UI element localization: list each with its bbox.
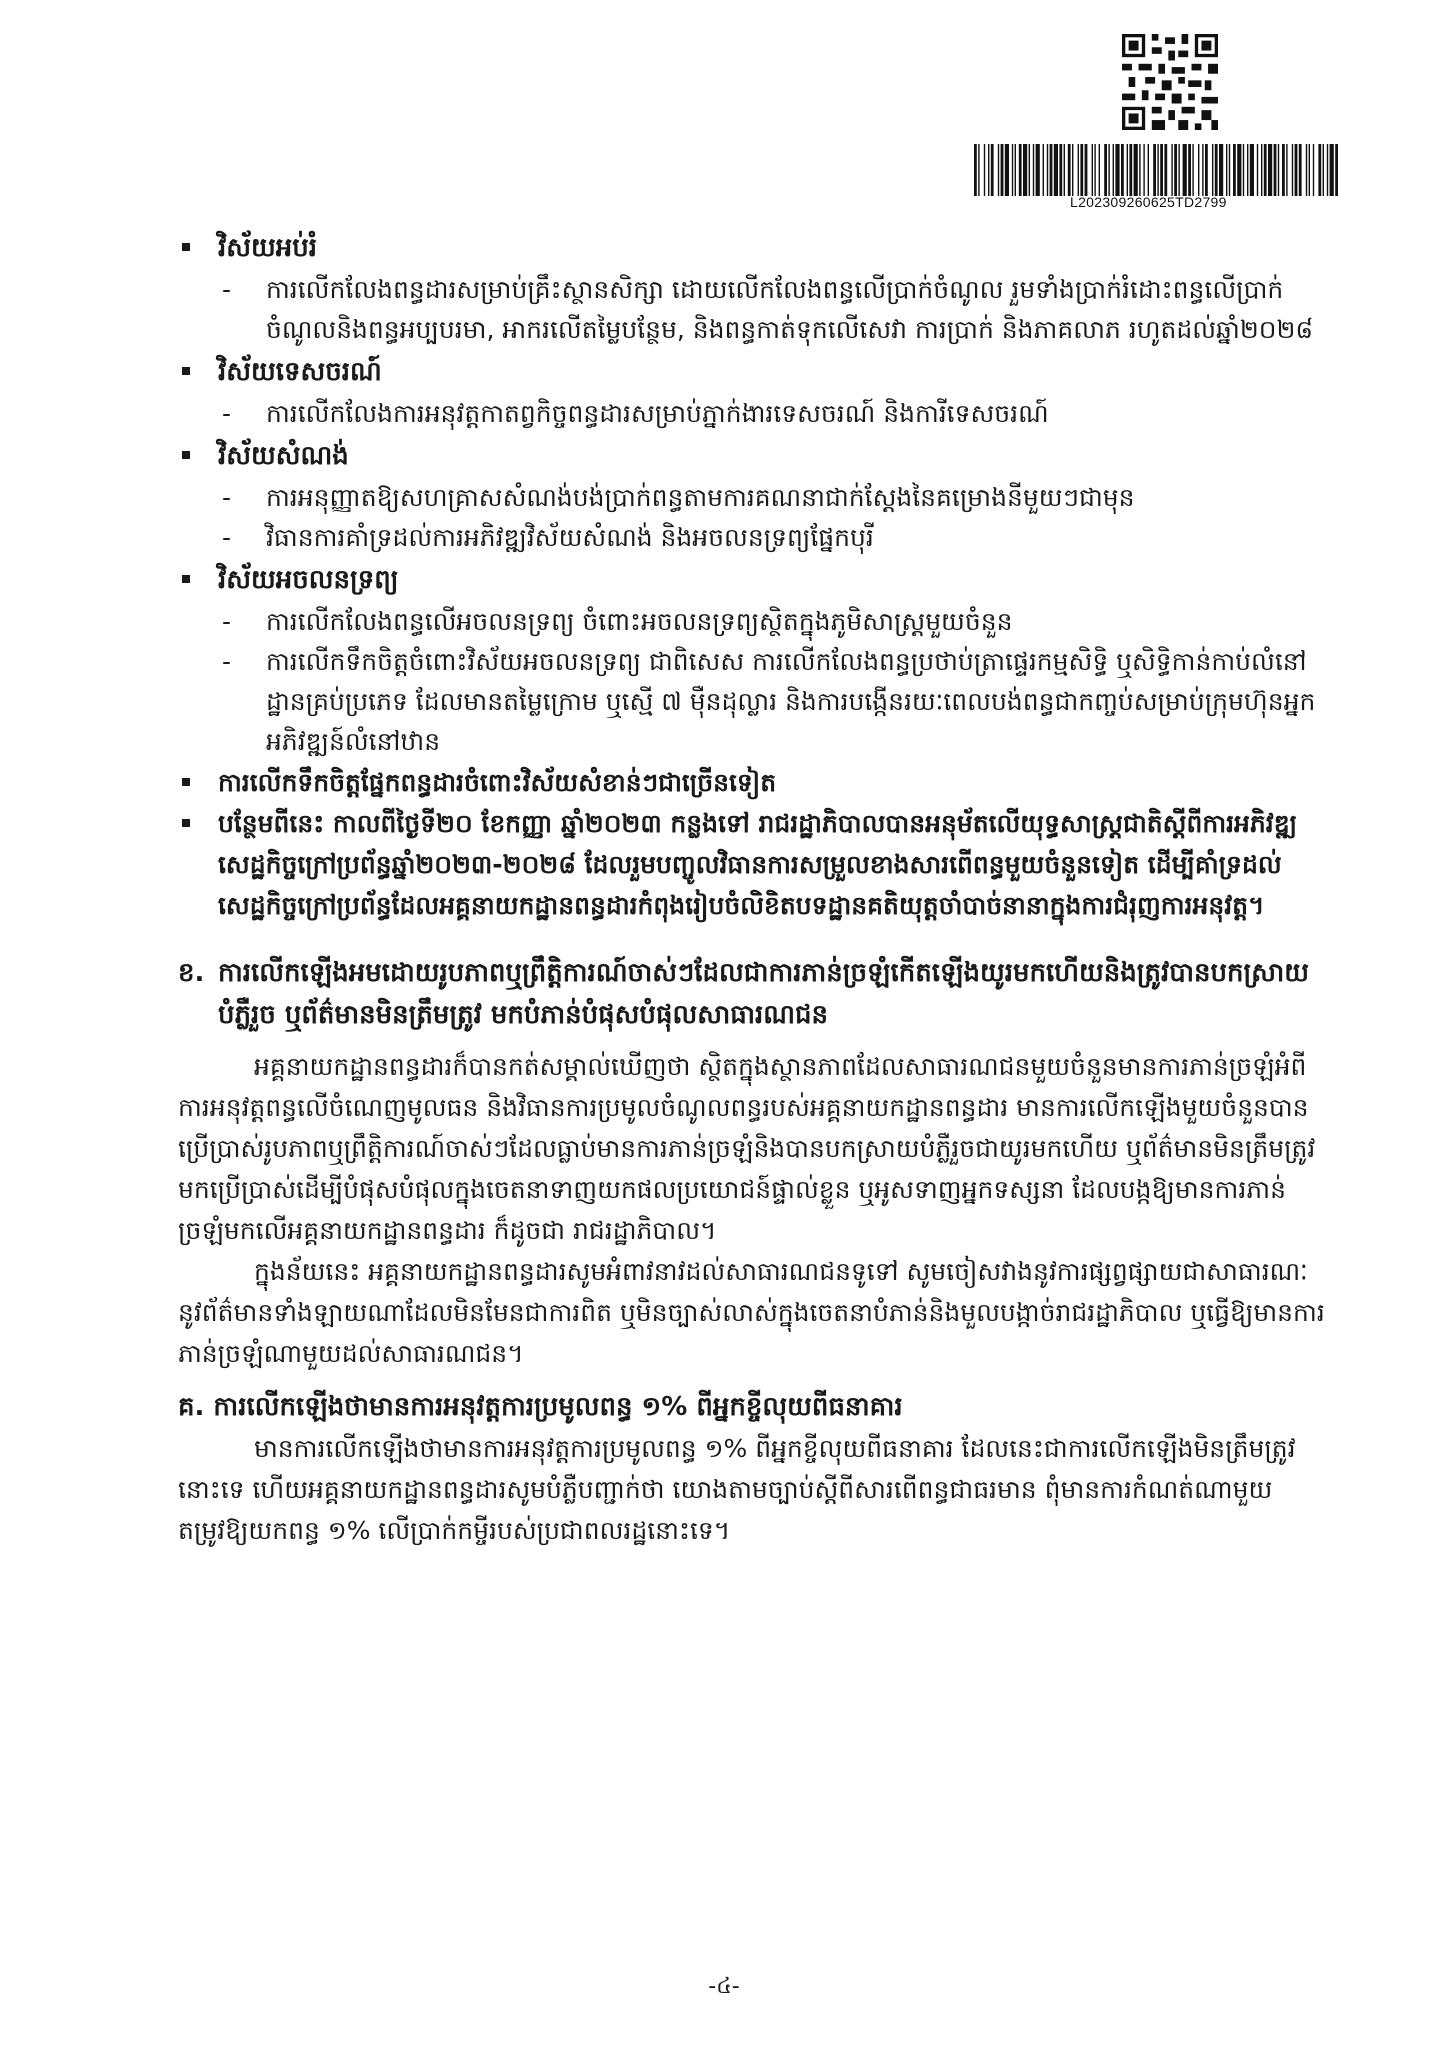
square-bullet-icon [182, 451, 190, 459]
dash-bullet-icon: - [222, 607, 232, 636]
item-text: ការលើកលែងពន្ធដារសម្រាប់គ្រឹះស្ថានសិក្សា ដោយលើកលែងពន្ធលើប្រាក់ចំណូល រួមទាំងប្រាក់រំដោះពន្ធលើប្រាក់ចំណូលនិងពន្ធអប្បបរមា, អាករលើតម្លៃបន្ថែម, និងពន្ធកាត់ទុកលើសេវា ការប្រាក់ និងភាគលាភ រហូតដល់ឆ្នាំ២០២៨ [266, 275, 1314, 344]
document-body [178, 226, 1328, 1551]
square-bullet-icon [182, 819, 190, 827]
square-bullet-icon [182, 367, 190, 375]
dash-bullet-icon: - [222, 523, 232, 552]
document-id: L202309260625TD2799 [1070, 194, 1227, 210]
section-title: វិស័យសំណង់ [218, 441, 349, 471]
section-construction-item-1 [178, 478, 1328, 518]
section-b-heading [178, 952, 1328, 1036]
item-text: ការលើកទឹកចិត្តចំពោះវិស័យអចលនទ្រព្យ ជាពិសេស ការលើកលែងពន្ធប្រថាប់ត្រាផ្ទេរកម្មសិទ្ធិ ឬសិទ្ធិកាន់កាប់លំនៅដ្ឋានគ្រប់ប្រភេទ ដែលមានតម្លៃក្រោម ឬស្មើ ៧ ម៉ឺនដុល្លារ និងការបង្កើនរយៈពេលបង់ពន្ធជាកញ្ចប់សម្រាប់ក្រុមហ៊ុនអ្នកអភិវឌ្ឍន៍លំនៅឋាន [266, 647, 1316, 756]
section-real-estate-item-1 [178, 602, 1328, 642]
section-c-heading: គ. ការលើកឡើងថាមានការអនុវត្តការប្រមូលពន្ធ ១% ពីអ្នកខ្ចីលុយពីធនាគារ [178, 1392, 903, 1422]
bullet-text: ការលើកទឹកចិត្តផ្នែកពន្ធដារចំពោះវិស័យសំខាន់ៗជាច្រើនទៀត [218, 768, 777, 797]
square-bullet-icon [182, 243, 190, 251]
page-number: -៤- [708, 1974, 740, 1999]
dash-bullet-icon: - [222, 399, 232, 428]
section-construction-item-2 [178, 518, 1328, 558]
barcode-icon [974, 144, 1338, 196]
section-b-paragraph-1: អគ្គនាយកដ្ឋានពន្ធដារក៏បានកត់សម្គាល់ឃើញថា ស្ថិតក្នុងស្ថានភាពដែលសាធារណជនមួយចំនួនមានការភាន់ច្រឡំអំពីការអនុវត្តពន្ធលើចំណេញមូលធន និងវិធានការប្រមូលចំណូលពន្ធរបស់អគ្គនាយកដ្ឋានពន្ធដារ មានការលើកឡើងមួយចំនួនបានប្រើប្រាស់រូបភាពឬព្រឹត្តិការណ៍ចាស់ៗដែលធ្លាប់មានការភាន់ច្រឡំនិងបានបកស្រាយបំភ្លឺរួចជាយូរមកហើយ ឬព័ត៌មានមិនត្រឹមត្រូវ មកប្រើប្រាស់ដើម្បីបំផុសបំផុលក្នុងចេតនាទាញយកផលប្រយោជន៍ផ្ទាល់ខ្លួន ឬអូសទាញអ្នកទស្សនា ដែលបង្កឱ្យមានការភាន់ច្រឡំមកលើអគ្គនាយកដ្ឋានពន្ធដារ ក៏ដូចជា រាជរដ្ឋាភិបាល។ [178, 1052, 1316, 1245]
section-title: វិស័យអប់រំ [218, 233, 318, 263]
section-education-item-1 [178, 270, 1328, 350]
section-title: វិស័យទេសចរណ៍ [218, 357, 382, 387]
item-text: វិធានការគាំទ្រដល់ការអភិវឌ្ឍវិស័យសំណង់ និងអចលនទ្រព្យផ្នែកបុរី [266, 523, 874, 552]
section-b-number: ខ. [178, 958, 205, 988]
item-text: ការលើកលែងពន្ធលើអចលនទ្រព្យ ចំពោះអចលនទ្រព្យស្ថិតក្នុងភូមិសាស្រ្តមួយចំនួន [266, 607, 1013, 636]
section-c-paragraph: មានការលើកឡើងថាមានការអនុវត្តការប្រមូលពន្ធ ១% ពីអ្នកខ្ចីលុយពីធនាគារ ដែលនេះជាការលើកឡើងមិនត្រឹមត្រូវនោះទេ ហើយអគ្គនាយកដ្ឋានពន្ធដារសូមបំភ្លឺបញ្ជាក់ថា យោងតាមច្បាប់ស្តីពីសារពើពន្ធជាធរមាន ពុំមានការកំណត់ណាមួយតម្រូវឱ្យយកពន្ធ ១% លើប្រាក់កម្ចីរបស់ប្រជាពលរដ្ឋនោះទេ។ [178, 1434, 1296, 1545]
dash-bullet-icon: - [222, 275, 232, 304]
dash-bullet-icon: - [222, 647, 232, 676]
qr-code-icon [1122, 34, 1218, 130]
square-bullet-icon [182, 778, 190, 786]
section-b-heading-text: ការលើកឡើងអមដោយរូបភាពឬព្រឹត្តិការណ៍ចាស់ៗដែលជាការភាន់ច្រឡំកើតឡើងយូរមកហើយនិងត្រូវបានបកស្រាយបំភ្លឺរួច ឬព័ត៌មានមិនត្រឹមត្រូវ មកបំភាន់បំផុសបំផុលសាធារណជន [218, 958, 1310, 1030]
bold-bullet-incentives [178, 762, 1328, 803]
section-real-estate-heading [178, 558, 1328, 602]
item-text: ការលើកលែងការអនុវត្តកាតព្វកិច្ចពន្ធដារសម្រាប់ភ្នាក់ងារទេសចរណ៍ និងការីទេសចរណ៍ [266, 399, 1049, 428]
bold-bullet-informal-economy [178, 803, 1328, 926]
section-construction-heading [178, 434, 1328, 478]
section-b-paragraph-2: ក្នុងន័យនេះ អគ្គនាយកដ្ឋានពន្ធដារសូមអំពាវនាវដល់សាធារណជនទូទៅ សូមចៀសវាងនូវការផ្សព្វផ្សាយជាសាធារណៈនូវព័ត៌មានទាំងឡាយណាដែលមិនមែនជាការពិត ឬមិនច្បាស់លាស់ក្នុងចេតនាបំភាន់និងមួលបង្កាច់រាជរដ្ឋាភិបាល ឬធ្វើឱ្យមានការភាន់ច្រឡំណាមួយដល់សាធារណជន។ [178, 1257, 1325, 1368]
square-bullet-icon [182, 575, 190, 583]
item-text: ការអនុញ្ញាតឱ្យសហគ្រាសសំណង់បង់ប្រាក់ពន្ធតាមការគណនាជាក់ស្តែងនៃគម្រោងនីមួយៗជាមុន [266, 483, 1135, 512]
section-tourism-heading [178, 350, 1328, 394]
section-education-heading [178, 226, 1328, 270]
section-title: វិស័យអចលនទ្រព្យ [218, 565, 399, 595]
bullet-text: បន្ថែមពីនេះ កាលពីថ្ងៃទី២០ ខែកញ្ញា ឆ្នាំ២០២៣ កន្លងទៅ រាជរដ្ឋាភិបាលបានអនុម័តលើយុទ្ធសាស្រ្តជាតិស្តីពីការអភិវឌ្ឍសេដ្ឋកិច្ចក្រៅប្រព័ន្ធឆ្នាំ២០២៣-២០២៨ ដែលរួមបញ្ចូលវិធានការសម្រួលខាងសារពើពន្ធមួយចំនួនទៀត ដើម្បីគាំទ្រដល់សេដ្ឋកិច្ចក្រៅប្រព័ន្ធដែលអគ្គនាយកដ្ឋានពន្ធដារកំពុងរៀបចំលិខិតបទដ្ឋានគតិយុត្តចាំបាច់នានាក្នុងការជំរុញការអនុវត្ត។ [218, 809, 1298, 920]
section-real-estate-item-2 [178, 642, 1328, 762]
dash-bullet-icon: - [222, 483, 232, 512]
section-tourism-item-1 [178, 394, 1328, 434]
